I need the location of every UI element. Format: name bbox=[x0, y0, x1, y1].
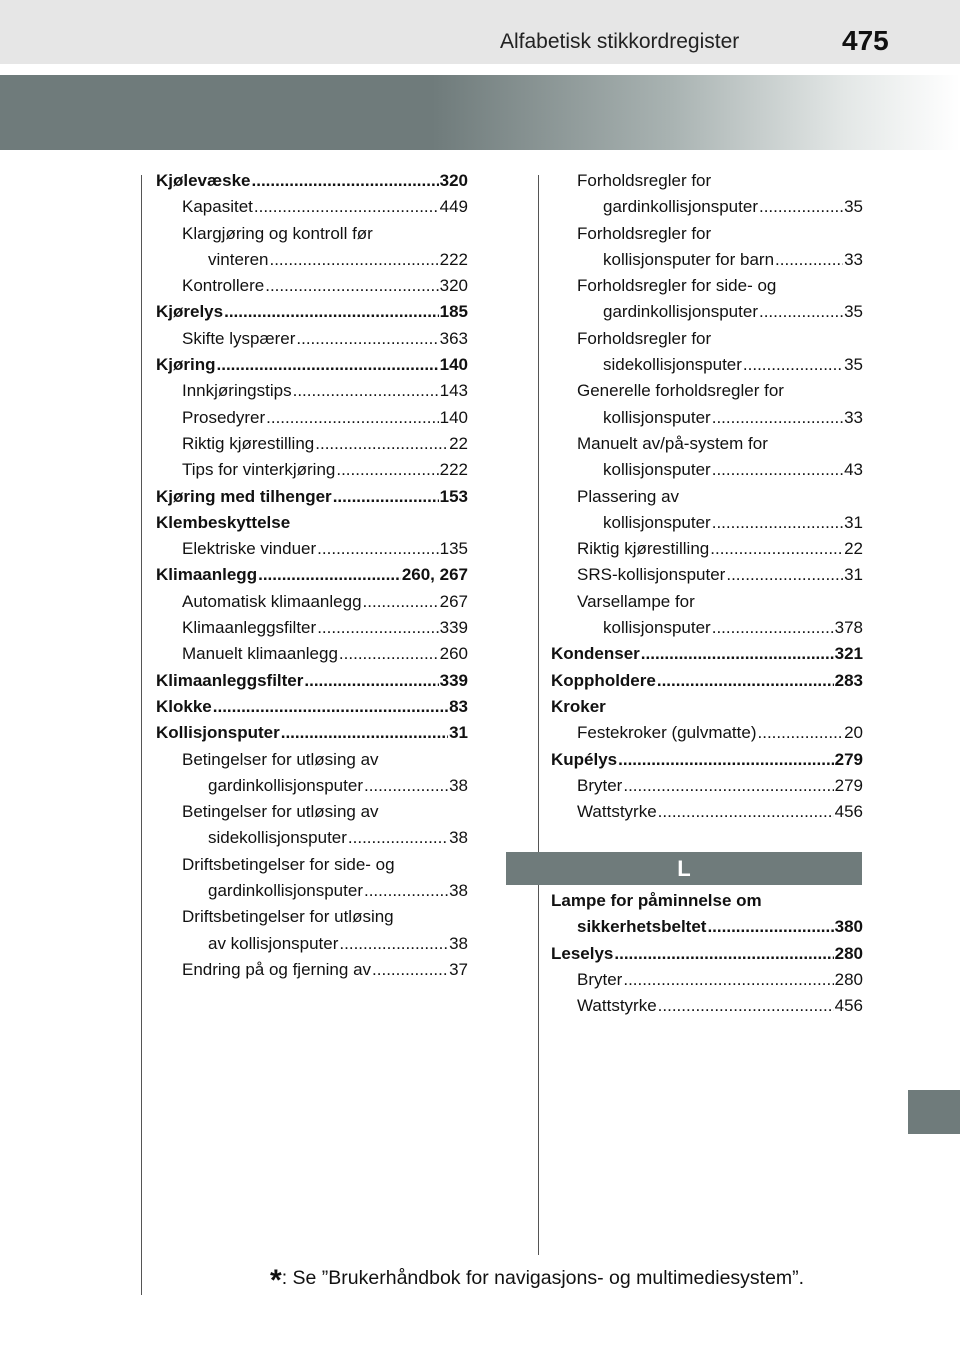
index-entry-page: 320 bbox=[439, 276, 468, 296]
leader-dots bbox=[254, 194, 439, 220]
index-entry bbox=[551, 536, 863, 562]
leader-dots bbox=[213, 694, 448, 720]
index-entry bbox=[156, 668, 468, 694]
index-entry-page: 22 bbox=[449, 433, 468, 453]
index-entry bbox=[156, 852, 468, 878]
leader-dots bbox=[252, 168, 439, 194]
footnote-text: : Se ”Brukerhåndbok for navigasjons- og multimediesystem”. bbox=[281, 1267, 805, 1289]
index-entry-text: Wattstyrke bbox=[577, 802, 657, 822]
index-entry-page: 267 bbox=[439, 591, 468, 611]
index-entry-text: kollisjonsputer bbox=[603, 618, 711, 638]
index-entry bbox=[551, 352, 863, 378]
header-banner bbox=[0, 75, 960, 150]
index-entry-text: Leselys bbox=[551, 943, 614, 963]
index-entry-page: 456 bbox=[834, 996, 863, 1016]
index-entry bbox=[156, 773, 468, 799]
index-entry-page: 321 bbox=[834, 644, 863, 664]
index-entry-text: Lampe for påminnelse om bbox=[551, 891, 762, 910]
index-entry bbox=[156, 589, 468, 615]
index-entry-page: 185 bbox=[439, 302, 468, 322]
index-entry bbox=[156, 221, 468, 247]
index-entry-page: 135 bbox=[439, 539, 468, 559]
index-entry bbox=[551, 720, 863, 746]
index-entry-page: 20 bbox=[844, 723, 863, 743]
leader-dots bbox=[296, 326, 438, 352]
index-entry-page: 280 bbox=[834, 943, 863, 963]
leader-dots bbox=[707, 914, 833, 940]
leader-dots bbox=[348, 825, 448, 851]
index-entry bbox=[551, 326, 863, 352]
leader-dots bbox=[258, 562, 401, 588]
index-entry-page: 33 bbox=[844, 249, 863, 269]
index-entry bbox=[551, 993, 863, 1019]
index-entry-text: gardinkollisjonsputer bbox=[603, 197, 758, 217]
leader-dots bbox=[269, 247, 438, 273]
index-entry bbox=[551, 615, 863, 641]
index-entry bbox=[551, 457, 863, 483]
index-entry bbox=[551, 967, 863, 993]
index-entry bbox=[551, 221, 863, 247]
index-entry-text: Kjørelys bbox=[156, 302, 224, 322]
index-entry-text: Plassering av bbox=[577, 486, 680, 506]
index-entry bbox=[156, 720, 468, 746]
index-entry bbox=[156, 378, 468, 404]
index-column-right-l bbox=[551, 888, 863, 1019]
index-entry-text: Klargjøring og kontroll før bbox=[182, 223, 373, 243]
index-entry-page: 143 bbox=[439, 381, 468, 401]
leader-dots bbox=[759, 299, 843, 325]
leader-dots bbox=[726, 562, 843, 588]
leader-dots bbox=[623, 967, 833, 993]
index-entry-text: Klimaanleggsfilter bbox=[156, 670, 304, 690]
index-entry bbox=[551, 641, 863, 667]
index-entry-text: kollisjonsputer for barn bbox=[603, 249, 775, 269]
leader-dots bbox=[712, 510, 843, 536]
index-entry-page: 279 bbox=[834, 749, 863, 769]
index-entry-text: Kupélys bbox=[551, 749, 618, 769]
index-entry bbox=[156, 326, 468, 352]
index-entry-text: Bryter bbox=[577, 969, 623, 989]
index-entry-page: 320 bbox=[439, 171, 468, 190]
index-entry-page: 35 bbox=[844, 197, 863, 217]
leader-dots bbox=[217, 352, 439, 378]
leader-dots bbox=[304, 668, 438, 694]
index-entry-page: 22 bbox=[844, 539, 863, 559]
leader-dots bbox=[641, 641, 834, 667]
leader-dots bbox=[315, 431, 448, 457]
index-entry bbox=[156, 615, 468, 641]
index-entry bbox=[551, 589, 863, 615]
index-entry-page: 339 bbox=[439, 670, 468, 690]
index-entry-text: Tips for vinterkjøring bbox=[182, 460, 336, 480]
index-entry-text: Generelle forholdsregler for bbox=[577, 381, 784, 401]
index-entry bbox=[156, 484, 468, 510]
index-entry-text: gardinkollisjonsputer bbox=[603, 302, 758, 322]
index-entry-page: 33 bbox=[844, 407, 863, 427]
index-entry-text: Forholdsregler for bbox=[577, 171, 712, 190]
index-entry-page: 449 bbox=[439, 197, 468, 217]
index-entry-page: 35 bbox=[844, 355, 863, 375]
index-entry bbox=[156, 904, 468, 930]
index-entry-page: 456 bbox=[834, 802, 863, 822]
index-entry-text: Klembeskyttelse bbox=[156, 512, 291, 532]
index-entry-page: 153 bbox=[439, 486, 468, 506]
index-entry-text: Kollisjonsputer bbox=[156, 723, 280, 743]
index-entry-text: vinteren bbox=[208, 249, 269, 269]
leader-dots bbox=[336, 457, 438, 483]
index-entry bbox=[156, 694, 468, 720]
leader-dots bbox=[266, 405, 438, 431]
index-entry bbox=[551, 247, 863, 273]
index-entry bbox=[156, 168, 468, 194]
leader-dots bbox=[372, 957, 448, 983]
index-entry bbox=[156, 957, 468, 983]
leader-dots bbox=[759, 194, 843, 220]
index-entry-text: Kjøring med tilhenger bbox=[156, 486, 332, 506]
index-entry-page: 260, 267 bbox=[401, 565, 468, 585]
leader-dots bbox=[614, 941, 833, 967]
index-entry-text: Forholdsregler for bbox=[577, 223, 712, 243]
index-entry bbox=[551, 694, 863, 720]
index-entry-text: kollisjonsputer bbox=[603, 460, 711, 480]
leader-dots bbox=[618, 747, 833, 773]
index-entry bbox=[551, 168, 863, 194]
index-entry-text: kollisjonsputer bbox=[603, 407, 711, 427]
index-entry-text: sidekollisjonsputer bbox=[208, 828, 347, 848]
index-entry-text: Varsellampe for bbox=[577, 591, 695, 611]
index-entry-text: av kollisjonsputer bbox=[208, 933, 339, 953]
index-entry bbox=[551, 888, 863, 914]
leader-dots bbox=[658, 993, 834, 1019]
page-header-bar bbox=[0, 0, 960, 64]
index-entry-text: Klimaanlegg bbox=[156, 565, 258, 585]
index-entry bbox=[156, 299, 468, 325]
index-entry bbox=[551, 484, 863, 510]
index-entry-page: 283 bbox=[834, 670, 863, 690]
index-entry bbox=[156, 510, 468, 536]
index-entry-page: 339 bbox=[439, 618, 468, 638]
index-entry-page: 37 bbox=[449, 959, 468, 979]
index-entry-text: Innkjøringstips bbox=[182, 381, 292, 401]
index-entry bbox=[156, 405, 468, 431]
index-entry bbox=[156, 931, 468, 957]
index-entry-page: 363 bbox=[439, 328, 468, 348]
index-entry bbox=[156, 352, 468, 378]
index-entry-page: 140 bbox=[439, 407, 468, 427]
index-entry-text: Betingelser for utløsing av bbox=[182, 802, 379, 822]
leader-dots bbox=[317, 536, 438, 562]
leader-dots bbox=[333, 484, 439, 510]
index-entry-page: 31 bbox=[844, 565, 863, 585]
section-letter-bar: L bbox=[506, 852, 862, 885]
leader-dots bbox=[710, 536, 843, 562]
index-entry bbox=[156, 825, 468, 851]
index-entry bbox=[551, 562, 863, 588]
index-entry-text: Koppholdere bbox=[551, 670, 656, 690]
left-margin-rule bbox=[141, 175, 142, 1295]
index-entry bbox=[551, 941, 863, 967]
leader-dots bbox=[657, 668, 834, 694]
index-entry bbox=[156, 457, 468, 483]
index-entry-text: sikkerhetsbeltet bbox=[577, 917, 707, 937]
index-entry-text: Endring på og fjerning av bbox=[182, 959, 372, 979]
index-entry-page: 31 bbox=[844, 512, 863, 532]
leader-dots bbox=[658, 799, 834, 825]
index-entry-text: Bryter bbox=[577, 775, 623, 795]
index-column-right bbox=[551, 168, 863, 825]
index-entry-page: 35 bbox=[844, 302, 863, 322]
leader-dots bbox=[281, 720, 448, 746]
index-entry bbox=[156, 273, 468, 299]
index-entry bbox=[551, 914, 863, 940]
index-entry-text: Klimaanleggsfilter bbox=[182, 618, 317, 638]
index-entry bbox=[156, 247, 468, 273]
leader-dots bbox=[317, 615, 438, 641]
index-entry-text: Elektriske vinduer bbox=[182, 539, 317, 559]
index-entry-page: 222 bbox=[439, 249, 468, 269]
index-entry bbox=[156, 194, 468, 220]
index-entry bbox=[156, 747, 468, 773]
index-entry-text: Klokke bbox=[156, 696, 212, 716]
index-entry bbox=[156, 536, 468, 562]
footnote bbox=[270, 1258, 805, 1297]
index-entry-text: Manuelt klimaanlegg bbox=[182, 644, 338, 664]
leader-dots bbox=[712, 615, 834, 641]
index-column-left bbox=[156, 168, 468, 983]
index-entry bbox=[551, 799, 863, 825]
index-entry-text: Forholdsregler for side- og bbox=[577, 276, 777, 296]
leader-dots bbox=[364, 773, 448, 799]
index-entry-text: Prosedyrer bbox=[182, 407, 266, 427]
index-entry-page: 31 bbox=[449, 723, 468, 743]
leader-dots bbox=[339, 931, 448, 957]
index-entry bbox=[551, 747, 863, 773]
index-entry-page: 38 bbox=[449, 933, 468, 953]
index-entry-text: Kroker bbox=[551, 696, 606, 716]
index-entry-page: 279 bbox=[834, 775, 863, 795]
index-entry bbox=[551, 773, 863, 799]
index-entry-text: Wattstyrke bbox=[577, 996, 657, 1016]
index-entry bbox=[156, 562, 468, 588]
leader-dots bbox=[265, 273, 438, 299]
index-entry bbox=[551, 668, 863, 694]
index-entry-text: gardinkollisjonsputer bbox=[208, 881, 363, 901]
index-entry-text: Kondenser bbox=[551, 644, 640, 664]
index-entry-text: Kjøring bbox=[156, 355, 216, 375]
index-entry-page: 38 bbox=[449, 881, 468, 901]
index-entry bbox=[551, 194, 863, 220]
index-entry-page: 260 bbox=[439, 644, 468, 664]
leader-dots bbox=[364, 878, 448, 904]
leader-dots bbox=[363, 589, 439, 615]
index-entry-page: 38 bbox=[449, 828, 468, 848]
index-entry-page: 83 bbox=[449, 696, 468, 716]
leader-dots bbox=[293, 378, 439, 404]
index-entry-text: Betingelser for utløsing av bbox=[182, 749, 379, 769]
index-entry-page: 378 bbox=[834, 618, 863, 638]
index-entry bbox=[551, 405, 863, 431]
index-entry-page: 222 bbox=[439, 460, 468, 480]
index-entry-page: 380 bbox=[834, 917, 863, 937]
index-entry bbox=[156, 878, 468, 904]
index-entry-text: Kapasitet bbox=[182, 197, 253, 217]
leader-dots bbox=[743, 352, 843, 378]
index-entry-text: Forholdsregler for bbox=[577, 328, 712, 348]
leader-dots bbox=[758, 720, 844, 746]
index-entry bbox=[156, 799, 468, 825]
index-entry-text: Automatisk klimaanlegg bbox=[182, 591, 362, 611]
leader-dots bbox=[712, 457, 843, 483]
index-entry-text: Riktig kjørestilling bbox=[182, 433, 315, 453]
index-entry-text: Manuelt av/på-system for bbox=[577, 433, 768, 453]
index-entry-text: Kontrollere bbox=[182, 276, 265, 296]
footnote-star: * bbox=[270, 1264, 282, 1297]
index-entry-text: Driftsbetingelser for side- og bbox=[182, 854, 395, 874]
section-title: Alfabetisk stikkordregister bbox=[500, 30, 740, 53]
index-entry bbox=[551, 273, 863, 299]
index-entry bbox=[551, 299, 863, 325]
index-entry bbox=[551, 431, 863, 457]
index-entry-text: Riktig kjørestilling bbox=[577, 539, 710, 559]
index-entry-page: 280 bbox=[834, 969, 863, 989]
leader-dots bbox=[623, 773, 833, 799]
index-entry-text: Kjølevæske bbox=[156, 171, 251, 190]
index-entry-text: Driftsbetingelser for utløsing bbox=[182, 907, 394, 927]
index-entry-page: 43 bbox=[844, 460, 863, 480]
index-entry-text: Festekroker (gulvmatte) bbox=[577, 723, 757, 743]
index-entry bbox=[156, 641, 468, 667]
index-entry-text: SRS-kollisjonsputer bbox=[577, 565, 726, 585]
thumb-index-tab bbox=[908, 1090, 960, 1134]
index-entry-text: Skifte lyspærer bbox=[182, 328, 296, 348]
leader-dots bbox=[339, 641, 439, 667]
column-divider bbox=[538, 175, 539, 1255]
index-entry bbox=[551, 378, 863, 404]
leader-dots bbox=[775, 247, 843, 273]
leader-dots bbox=[712, 405, 843, 431]
index-entry-text: gardinkollisjonsputer bbox=[208, 775, 363, 795]
index-entry-text: sidekollisjonsputer bbox=[603, 355, 742, 375]
index-entry-page: 38 bbox=[449, 775, 468, 795]
index-entry-page: 140 bbox=[439, 355, 468, 375]
index-entry bbox=[551, 510, 863, 536]
leader-dots bbox=[224, 299, 439, 325]
index-entry bbox=[156, 431, 468, 457]
index-entry-text: kollisjonsputer bbox=[603, 512, 711, 532]
page-number: 475 bbox=[842, 25, 889, 56]
